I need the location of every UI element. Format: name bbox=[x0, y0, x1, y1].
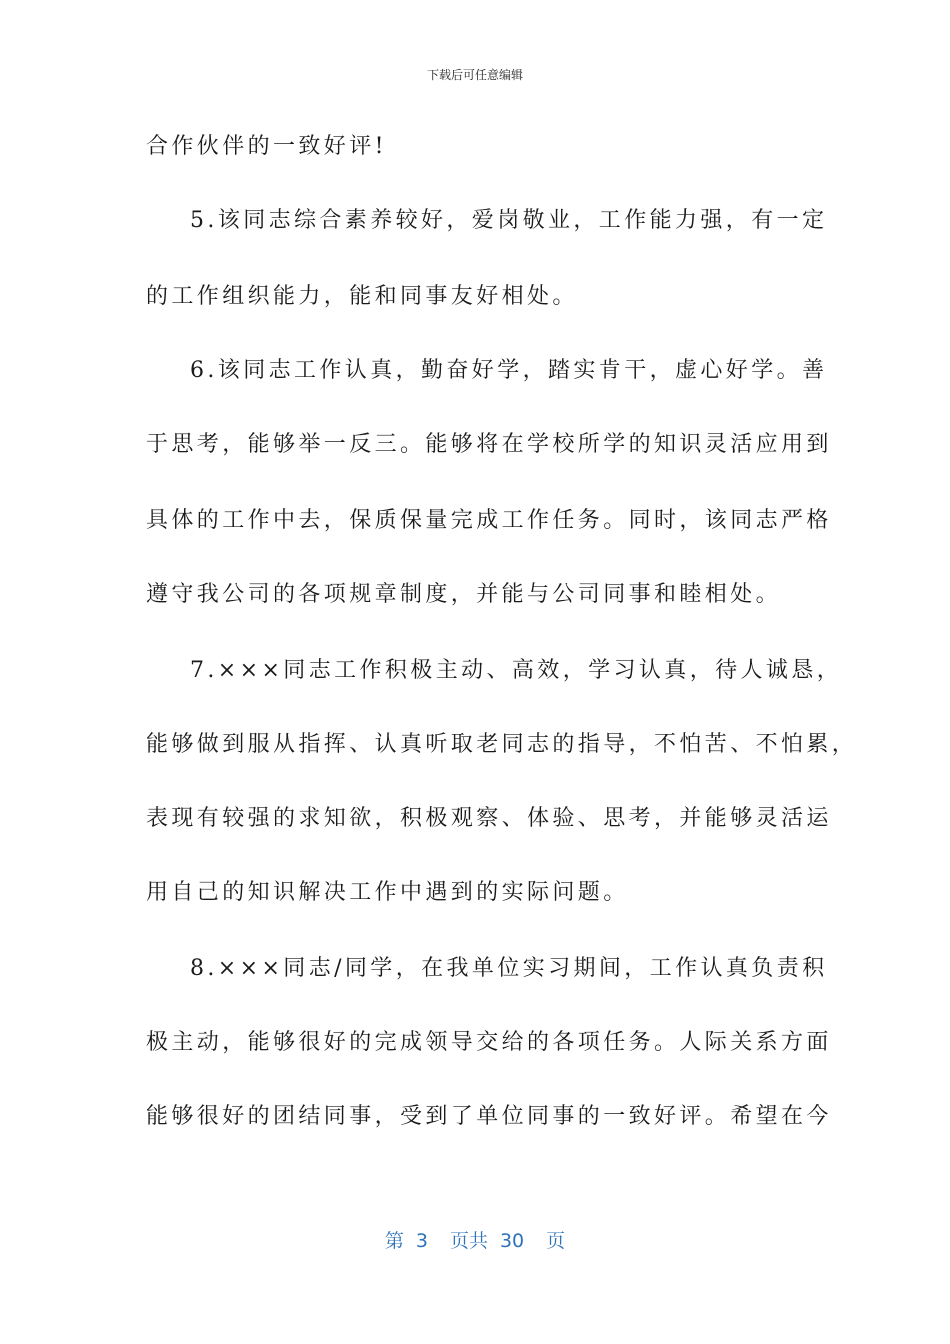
text-line: 7.×××同志工作积极主动、高效，学习认真，待人诚恳， bbox=[190, 658, 843, 683]
page-header-note: 下载后可任意编辑 bbox=[426, 68, 523, 82]
text-line: 表现有较强的求知欲，积极观察、体验、思考，并能够灵活运 bbox=[146, 806, 832, 831]
text-line: 于思考，能够举一反三。能够将在学校所学的知识灵活应用到 bbox=[146, 432, 832, 457]
footer-total-pages: 30 bbox=[499, 1230, 525, 1252]
text-line: 极主动，能够很好的完成领导交给的各项任务。人际关系方面 bbox=[146, 1030, 832, 1055]
text-line: 6.该同志工作认真，勤奋好学，踏实肯干，虚心好学。善 bbox=[190, 358, 828, 383]
text-line: 能够很好的团结同事，受到了单位同事的一致好评。希望在今 bbox=[146, 1104, 832, 1129]
text-line: 用自己的知识解决工作中遇到的实际问题。 bbox=[146, 880, 629, 905]
footer-label-di: 第 bbox=[384, 1230, 404, 1252]
text-line: 能够做到服从指挥、认真听取老同志的指导，不怕苦、不怕累， bbox=[146, 732, 858, 757]
footer-label-ye: 页 bbox=[546, 1230, 566, 1252]
text-line: 5.该同志综合素养较好，爱岗敬业，工作能力强，有一定 bbox=[190, 208, 828, 233]
text-line: 8.×××同志/同学，在我单位实习期间，工作认真负责积 bbox=[190, 956, 828, 981]
text-line: 的工作组织能力，能和同事友好相处。 bbox=[146, 284, 578, 309]
footer-label-ye-gong: 页共 bbox=[449, 1230, 488, 1252]
text-line: 遵守我公司的各项规章制度，并能与公司同事和睦相处。 bbox=[146, 582, 782, 607]
text-line: 具体的工作中去，保质保量完成工作任务。同时，该同志严格 bbox=[146, 508, 832, 533]
footer-current-page: 3 bbox=[415, 1230, 428, 1252]
page-footer bbox=[0, 1226, 950, 1253]
text-line: 合作伙伴的一致好评! bbox=[146, 134, 387, 159]
